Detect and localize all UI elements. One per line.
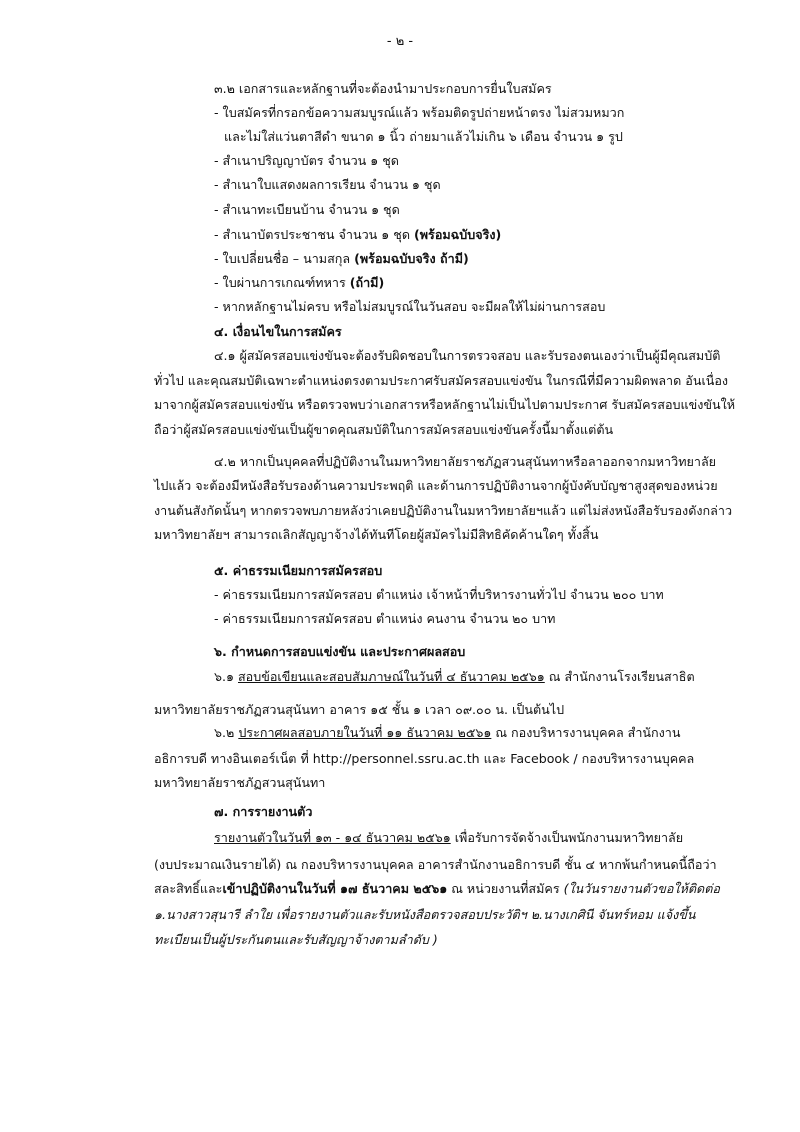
section-4-2-line: มหาวิทยาลัยฯ สามารถเลิกสัญญาจ้างได้ทันทีโดยผู้สมัครไม่มีสิทธิคัดค้านใดๆ ทั้งสิ้น xyxy=(154,527,599,542)
section-6-1-line: ๖.๑ สอบข้อเขียนและสอบสัมภาษณ์ในวันที่ ๔ ธันวาคม ๒๕๖๑ ณ สำนักงานโรงเรียนสาธิต xyxy=(214,669,695,684)
section-7-heading: ๗. การรายงานตัว xyxy=(214,804,313,819)
doc-item-id-card: - สำเนาบัตรประชาชน จำนวน ๑ ชุด (พร้อมฉบับจริง) xyxy=(214,227,502,242)
section-6-2-line: ๖.๒ ประกาศผลสอบภายในวันที่ ๑๑ ธันวาคม ๒๕๖๑ ณ กองบริหารงานบุคคล สำนักงาน xyxy=(214,725,681,740)
section-6-1-line: มหาวิทยาลัยราชภัฏสวนสุนันทา อาคาร ๑๕ ชั้น ๑ เวลา ๐๙.๐๐ น. เป็นต้นไป xyxy=(154,702,565,717)
exam-date: สอบข้อเขียนและสอบสัมภาษณ์ในวันที่ ๔ ธันวาคม ๒๕๖๑ xyxy=(238,669,545,684)
section-5-heading: ๕. ค่าธรรมเนียมการสมัครสอบ xyxy=(214,563,383,578)
result-date: ประกาศผลสอบภายในวันที่ ๑๑ ธันวาคม ๒๕๖๑ xyxy=(238,725,492,740)
doc-item-house-registration: - สำเนาทะเบียนบ้าน จำนวน ๑ ชุด xyxy=(214,202,400,217)
section-7-contact-line: ๑.นางสาวสุนารี ลำใย เพื่อรายงานตัวและรับหนังสือตรวจสอบประวัติฯ ๒.นางเกศินี จันทร์หอม แจ้งขึ้น xyxy=(154,907,696,922)
section-7-contact-line: ทะเบียนเป็นผู้ประกันตนและรับสัญญาจ้างตามลำดับ ) xyxy=(154,932,438,947)
fee-item-worker: - ค่าธรรมเนียมการสมัครสอบ ตำแหน่ง คนงาน จำนวน ๒๐ บาท xyxy=(214,611,556,626)
doc-item-transcript: - สำเนาใบแสดงผลการเรียน จำนวน ๑ ชุด xyxy=(214,177,441,192)
page-number: - ๒ - xyxy=(386,34,414,49)
doc-item-id-card-note: (พร้อมฉบับจริง) xyxy=(414,227,502,242)
section-4-1-line: ถือว่าผู้สมัครสอบแข่งขันเป็นผู้ขาดคุณสมบัติในการสมัครสอบแข่งขันครั้งนี้มาตั้งแต่ต้น xyxy=(154,422,614,437)
section-3-2-heading: ๓.๒ เอกสารและหลักฐานที่จะต้องนำมาประกอบการยื่นใบสมัคร xyxy=(214,81,552,96)
section-7-line: สละสิทธิ์และเข้าปฏิบัติงานในวันที่ ๑๗ ธันวาคม ๒๕๖๑ ณ หน่วยงานที่สมัคร (ในวันรายงานตัวขอให้ติดต่อ xyxy=(154,881,720,896)
section-6-2-line: อธิการบดี ทางอินเตอร์เน็ต ที่ http://personnel.ssru.ac.th และ Facebook / กองบริหารงานบุคคล xyxy=(154,751,695,766)
doc-item-name-change-note: (พร้อมฉบับจริง ถ้ามี) xyxy=(354,251,469,266)
section-6-heading: ๖. กำหนดการสอบแข่งขัน และประกาศผลสอบ xyxy=(214,644,466,659)
doc-item-name-change: - ใบเปลี่ยนชื่อ – นามสกุล (พร้อมฉบับจริง ถ้ามี) xyxy=(214,251,469,266)
doc-item-military: - ใบผ่านการเกณฑ์ทหาร (ถ้ามี) xyxy=(214,275,385,290)
section-7-line: (งบประมาณเงินรายได้) ณ กองบริหารงานบุคคล อาคารสำนักงานอธิการบดี ชั้น ๔ หากพ้นกำหนดนี้ถือว่า xyxy=(154,857,717,872)
report-date: รายงานตัวในวันที่ ๑๓ - ๑๔ ธันวาคม ๒๕๖๑ xyxy=(214,830,451,845)
section-4-2-line: ไปแล้ว จะต้องมีหนังสือรับรองด้านความประพฤติ และด้านการปฏิบัติงานจากผู้บังคับบัญชาสูงสุดของหน่วย xyxy=(154,478,718,493)
section-4-1-line: ๔.๑ ผู้สมัครสอบแข่งขันจะต้องรับผิดชอบในการตรวจสอบ และรับรองตนเองว่าเป็นผู้มีคุณสมบัติ xyxy=(214,348,721,363)
section-4-1-line: มาจากผู้สมัครสอบแข่งขัน หรือตรวจพบว่าเอกสารหรือหลักฐานไม่เป็นไปตามประกาศ รับสมัครสอบแข่งขันให้ xyxy=(154,397,736,412)
section-4-2-line: งานต้นสังกัดนั้นๆ หากตรวจพบภายหลังว่าเคยปฏิบัติงานในมหาวิทยาลัยฯแล้ว แต่ไม่ส่งหนังสือรับรองดังกล่าว xyxy=(154,503,733,518)
section-4-2-line: ๔.๒ หากเป็นบุคคลที่ปฏิบัติงานในมหาวิทยาลัยราชภัฏสวนสุนันทาหรือลาออกจากมหาวิทยาลัย xyxy=(214,454,717,469)
doc-item-military-note: (ถ้ามี) xyxy=(349,275,385,290)
doc-item-application-form-cont: และไม่ใส่แว่นตาสีดำ ขนาด ๑ นิ้ว ถ่ายมาแล้วไม่เกิน ๖ เดือน จำนวน ๑ รูป xyxy=(224,129,623,144)
fee-item-general-officer: - ค่าธรรมเนียมการสมัครสอบ ตำแหน่ง เจ้าหน้าที่บริหารงานทั่วไป จำนวน ๒๐๐ บาท xyxy=(214,587,664,602)
doc-item-application-form: - ใบสมัครที่กรอกข้อความสมบูรณ์แล้ว พร้อมติดรูปถ่ายหน้าตรง ไม่สวมหมวก xyxy=(214,105,625,120)
section-6-2-line: มหาวิทยาลัยราชภัฏสวนสุนันทา xyxy=(154,775,326,790)
doc-item-degree: - สำเนาปริญญาบัตร จำนวน ๑ ชุด xyxy=(214,153,399,168)
section-7-line: รายงานตัวในวันที่ ๑๓ - ๑๔ ธันวาคม ๒๕๖๑ เพื่อรับการจัดจ้างเป็นพนักงานมหาวิทยาลัย xyxy=(214,830,684,845)
section-4-heading: ๔. เงื่อนไขในการสมัคร xyxy=(214,324,342,339)
doc-item-incomplete-warning: - หากหลักฐานไม่ครบ หรือไม่สมบูรณ์ในวันสอบ จะมีผลให้ไม่ผ่านการสอบ xyxy=(214,299,606,314)
start-work-date: เข้าปฏิบัติงานในวันที่ ๑๗ ธันวาคม ๒๕๖๑ xyxy=(222,881,448,896)
section-4-1-line: ทั่วไป และคุณสมบัติเฉพาะตำแหน่งตรงตามประกาศรับสมัครสอบแข่งขัน ในกรณีที่มีความผิดพลาด อันเนื่อง xyxy=(154,373,729,388)
